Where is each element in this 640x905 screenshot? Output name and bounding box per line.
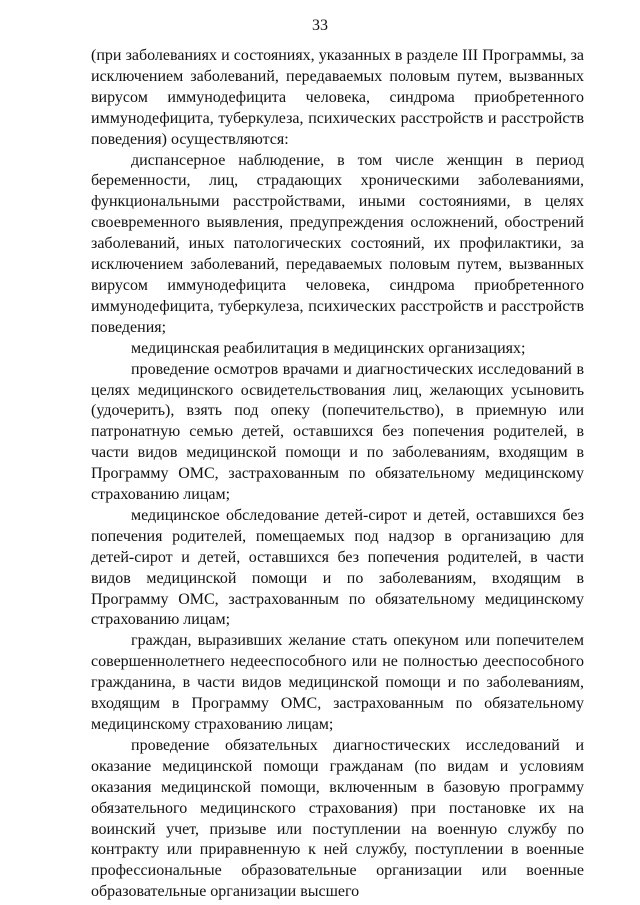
paragraph-guardians: граждан, выразивших желание стать опекуном или попечителем совершеннолетнего недееспособного или не полностью дееспособного гражданина, в части видов медицинской помощи и по заболеваниям, входящим в Программу ОМС, застрахованным по обязательному медицинскому страхованию лицам;	[91, 632, 584, 733]
paragraph-orphans-examination: медицинское обследование детей-сирот и детей, оставшихся без попечения родителей, помещаемых под надзор в организацию для детей-сирот и детей, оставшихся без попечения родителей, в части видов медицинской помощи и по заболеваниям, входящим в Программу ОМС, застрахованным по обязательному медицинскому страхованию лицам;	[91, 506, 584, 629]
paragraph-continuation: (при заболеваниях и состояниях, указанных в разделе III Программы, за исключением заболеваний, передаваемых половым путем, вызванных вирусом иммунодефицита человека, синдрома приобретенного иммунодефицита, туберкулеза, психических расстройств и расстройств поведения) осуществляются:	[91, 47, 584, 148]
paragraph-adoption-examinations: проведение осмотров врачами и диагностических исследований в целях медицинского освидетельствования лиц, желающих усыновить (удочерить), взять под опеку (попечительство), в приемную или патронатную семью детей, оставшихся без попечения родителей, в части видов медицинской помощи и по заболеваниям, входящим в Программу ОМС, застрахованным по обязательному медицинскому страхованию лицам;	[91, 360, 584, 504]
paragraph-dispensary-observation: диспансерное наблюдение, в том числе женщин в период беременности, лиц, страдающих хроническими заболеваниями, функциональными расстройствами, иными состояниями, в целях своевременного выявления, предупреждения осложнений, обострений заболеваний, иных патологических состояний, их профилактики, за исключением заболеваний, передаваемых половым путем, вызванных вирусом иммунодефицита человека, синдрома приобретенного иммунодефицита, туберкулеза, психических расстройств и расстройств поведения;	[91, 151, 584, 336]
body-text	[91, 46, 584, 903]
paragraph-medical-rehabilitation: медицинская реабилитация в медицинских организациях;	[131, 339, 526, 357]
paragraph-military-registration: проведение обязательных диагностических исследований и оказание медицинской помощи гражданам (по видам и условиям оказания медицинской помощи, включенным в базовую программу обязательного медицинского страхования) при постановке их на воинский учет, призыве или поступлении на военную службу по контракту или приравненную к ней службу, поступлении в военные профессиональные образовательные организации или военные образовательные организации высшего	[91, 736, 584, 901]
page-number: 33	[312, 17, 328, 34]
